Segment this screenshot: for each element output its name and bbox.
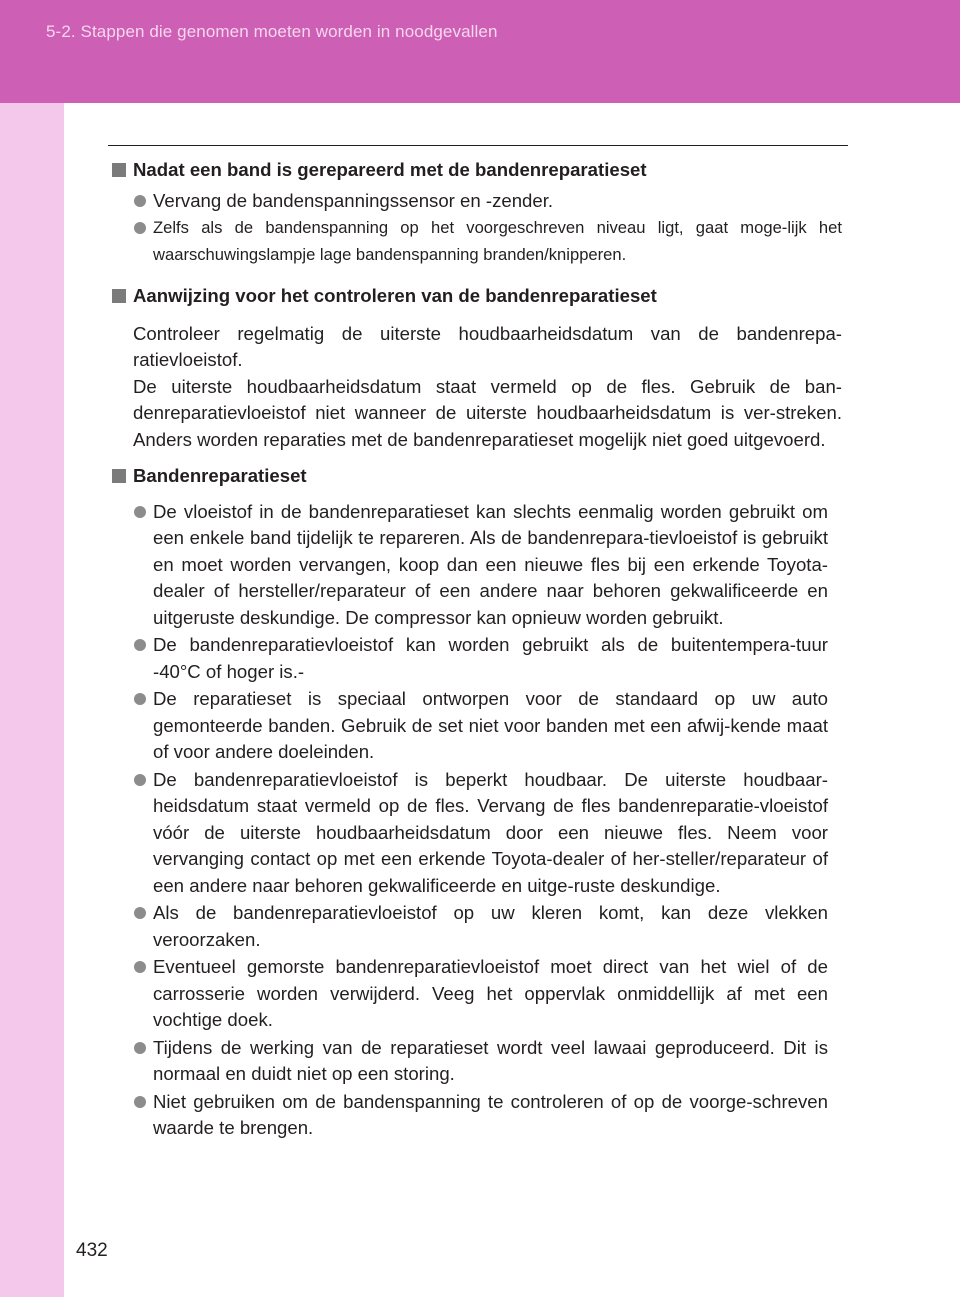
section-heading: Nadat een band is gerepareerd met de bandenreparatieset <box>112 157 842 184</box>
paragraph: De uiterste houdbaarheidsdatum staat vermeld op de fles. Gebruik de ban-denreparatievloeistof niet wanneer de uiterste houdbaarheidsdatum is ver-streken. Anders worden reparaties met de bandenreparatieset mogelijk niet goed uitgevoerd. <box>133 375 842 450</box>
square-bullet-icon <box>112 289 126 303</box>
page-content <box>112 157 842 1143</box>
round-bullet-icon <box>134 907 146 919</box>
round-bullet-icon <box>134 506 146 518</box>
section-title: 5-2. Stappen die genomen moeten worden in noodgevallen <box>46 22 498 41</box>
paragraph: Controleer regelmatig de uiterste houdbaarheidsdatum van de bandenrepa-ratievloeistof. <box>133 322 842 370</box>
list-item: Zelfs als de bandenspanning op het voorgeschreven niveau ligt, gaat moge-lijk het waarschuwingslampje lage bandenspanning branden/knipperen. <box>112 215 842 268</box>
list-item: De reparatieset is speciaal ontworpen voor de standaard op uw auto gemonteerde banden. Gebruik de set niet voor banden met een afwij-kende maat of voor andere doeleinden. <box>112 686 828 766</box>
list-item: De bandenreparatievloeistof is beperkt houdbaar. De uiterste houdbaar-heidsdatum staat vermeld op de fles. Vervang de fles bandenreparatie-vloeistof vóór de uiterste houdbaarheidsdatum door een nieuwe fles. Neem voor vervanging contact op met een erkende Toyota-dealer of her-steller/reparateur of een andere naar behoren gekwalificeerde en uitge-ruste deskundige. <box>112 767 828 900</box>
round-bullet-icon <box>134 639 146 651</box>
list-item: Eventueel gemorste bandenreparatievloeistof moet direct van het wiel of de carrosserie worden verwijderd. Veeg het oppervlak onmiddellijk af met een vochtige doek. <box>112 954 828 1034</box>
header-band <box>0 0 960 103</box>
list-item: De bandenreparatievloeistof kan worden gebruikt als de buitentempera-tuur -40°C of hoger is.- <box>112 632 828 685</box>
round-bullet-icon <box>134 222 146 234</box>
list-item: De vloeistof in de bandenreparatieset kan slechts eenmalig worden gebruikt om een enkele band tijdelijk te repareren. Als de bandenrepara-tievloeistof is gebruikt en moet worden vervangen, koop dan een nieuwe fles bij een erkende Toyota-dealer of hersteller/reparateur of een andere naar behoren gekwalificeerde en uitgeruste deskundige. De compressor kan opnieuw worden gebruikt. <box>112 499 828 632</box>
section-heading: Aanwijzing voor het controleren van de bandenreparatieset <box>112 283 842 310</box>
round-bullet-icon <box>134 1096 146 1108</box>
square-bullet-icon <box>112 469 126 483</box>
divider-rule <box>108 145 848 146</box>
list-item: Tijdens de werking van de reparatieset wordt veel lawaai geproduceerd. Dit is normaal en duidt niet op een storing. <box>112 1035 828 1088</box>
round-bullet-icon <box>134 961 146 973</box>
round-bullet-icon <box>134 693 146 705</box>
page-number: 432 <box>76 1240 108 1261</box>
side-band <box>0 103 64 1297</box>
round-bullet-icon <box>134 1042 146 1054</box>
list-item: Als de bandenreparatievloeistof op uw kleren komt, kan deze vlekken veroorzaken. <box>112 900 828 953</box>
round-bullet-icon <box>134 195 146 207</box>
round-bullet-icon <box>134 774 146 786</box>
list-item: Niet gebruiken om de bandenspanning te controleren of op de voorge-schreven waarde te brengen. <box>112 1089 828 1142</box>
section-heading: Bandenreparatieset <box>112 463 842 490</box>
square-bullet-icon <box>112 163 126 177</box>
list-item: Vervang de bandenspanningssensor en -zender. <box>112 188 842 215</box>
